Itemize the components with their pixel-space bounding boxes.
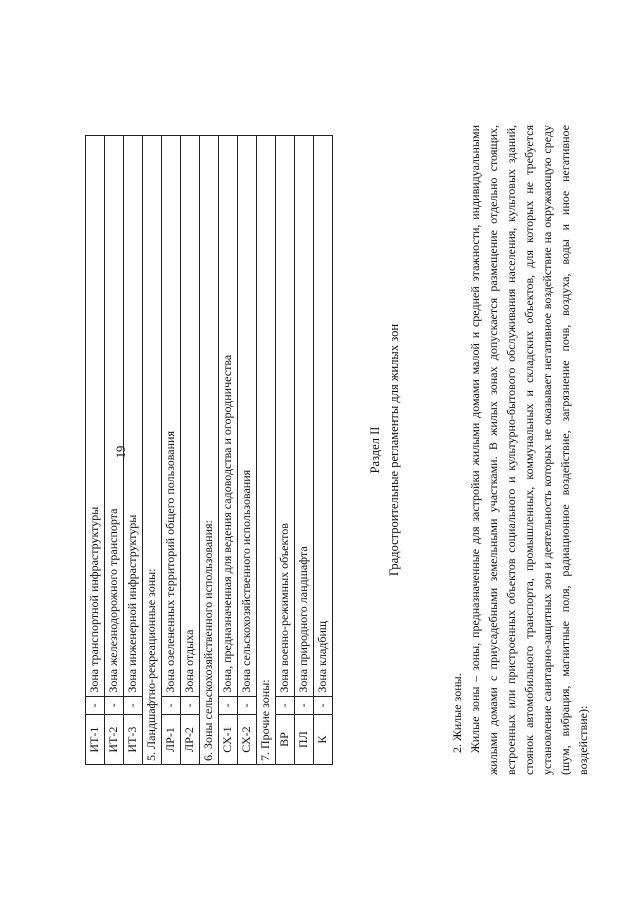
zone-dash: - — [181, 696, 200, 714]
zone-code: ЛР-2 — [181, 715, 200, 765]
zone-dash: - — [238, 696, 257, 714]
zone-name: Зона транспортной инфраструктуры — [86, 136, 105, 697]
zone-code: СХ-1 — [219, 715, 238, 765]
table-row — [105, 136, 124, 765]
section-label: Раздел II — [368, 426, 382, 474]
table-row — [238, 136, 257, 765]
zone-dash: - — [276, 696, 295, 714]
table-group-row — [143, 136, 162, 765]
zone-name: Зона сельскохозяйственного использования — [238, 136, 257, 697]
table-group-row — [200, 136, 219, 765]
subsection-heading: 2. Жилые зоны. — [450, 673, 464, 753]
table-row — [276, 136, 295, 765]
zone-name: Зона инженерной инфраструктуры — [124, 136, 143, 697]
zone-name: Зона железнодорожного транспорта — [105, 136, 124, 697]
zone-dash: - — [295, 696, 314, 714]
section-header — [366, 135, 404, 765]
zone-code: ПЛ — [295, 715, 314, 765]
table-row — [181, 136, 200, 765]
zones-table — [85, 135, 333, 765]
table-row — [162, 136, 181, 765]
group-title: 7. Прочие зоны: — [257, 136, 276, 765]
zone-name: Зона кладбищ — [314, 136, 333, 697]
group-title: 5. Ландшафтно-рекреационные зоны: — [143, 136, 162, 765]
group-title: 6. Зоны сельскохозяйственного использования: — [200, 136, 219, 765]
zones-table-body — [86, 136, 333, 765]
body-text — [448, 125, 592, 775]
zone-code: ИТ-2 — [105, 715, 124, 765]
zone-name: Зона природного ландшафта — [295, 136, 314, 697]
table-row — [295, 136, 314, 765]
table-row — [219, 136, 238, 765]
zone-name: Зона озелененных территорий общего пользования — [162, 136, 181, 697]
zone-code: ВР — [276, 715, 295, 765]
zone-code: К — [314, 715, 333, 765]
zone-name: Зона отдыха — [181, 136, 200, 697]
zone-code: СХ-2 — [238, 715, 257, 765]
page-number: 19 — [114, 445, 128, 459]
table-row — [86, 136, 105, 765]
zone-name: Зона военно-режимных объектов — [276, 136, 295, 697]
table-group-row — [257, 136, 276, 765]
zone-name: Зона, предназначенная для ведения садоводства и огородничества — [219, 136, 238, 697]
zone-dash: - — [86, 696, 105, 714]
zone-dash: - — [314, 696, 333, 714]
zone-dash: - — [162, 696, 181, 714]
zone-code: ЛР-1 — [162, 715, 181, 765]
zone-dash: - — [105, 696, 124, 714]
body-paragraph: Жилые зоны – зоны, предназначенные для застройки жилыми домами малой и средней этажности, индивидуальными жилыми домами с приусадебными земельными участками. В жилых зонах допускается размещение отдельно стоящих, встроенных или пристроенных объектов социального и культурно-бытового обслуживания населения, культовых зданий, стоянок автомобильного транспорта, промышленных, коммунальных и складских объектов, для которых не требуется установление санитарно-защитных зон и деятельность которых не оказывает негативное воздействие на окружающую среду (шум, вибрация, магнитные поля, радиационное воздействие, загрязнение почв, воздуха, воды и иное негативное воздействие): — [468, 125, 590, 775]
table-row — [314, 136, 333, 765]
zone-dash: - — [124, 696, 143, 714]
zone-code: ИТ-3 — [124, 715, 143, 765]
zone-dash: - — [219, 696, 238, 714]
table-row — [124, 136, 143, 765]
zone-code: ИТ-1 — [86, 715, 105, 765]
section-title: Градостроительные регламенты для жилых зон — [387, 323, 401, 577]
